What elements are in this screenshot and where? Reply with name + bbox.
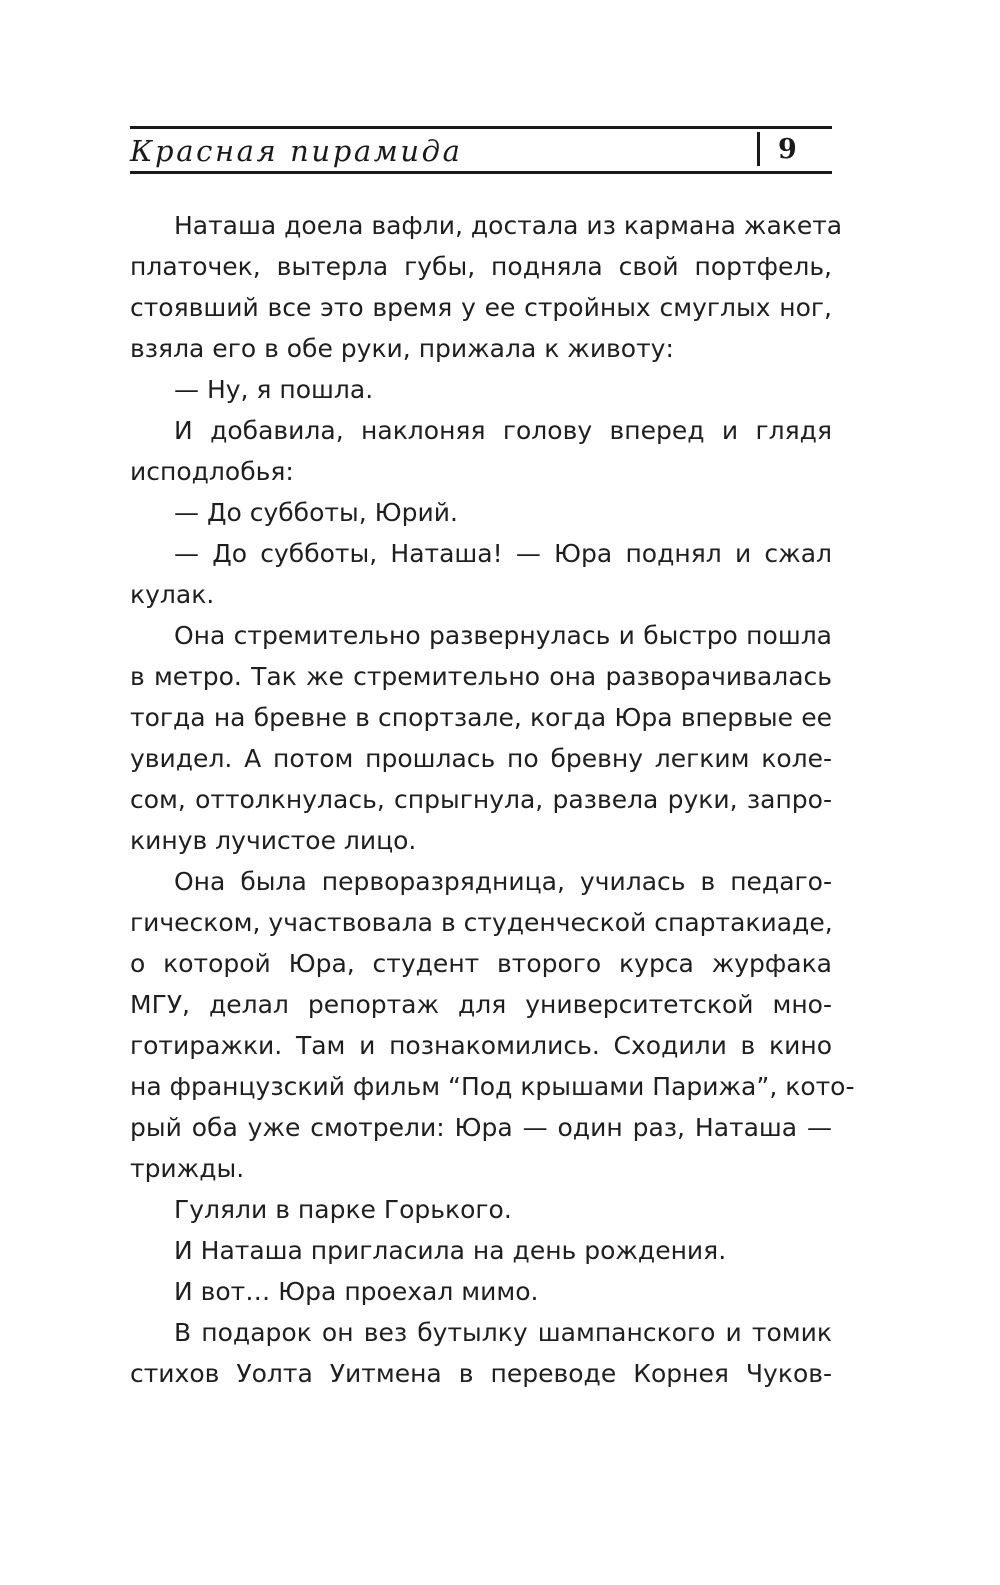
text-line: на французский фильм “Под крышами Парижа”, кото- [130,1072,855,1101]
text-line: — До субботы, Юрий. [174,498,458,527]
running-header [130,126,832,174]
text-line: Гуляли в парке Горького. [174,1195,512,1224]
text-line: — До субботы, Наташа! — Юра поднял и сжал [174,539,832,568]
text-line: увидел. А потом прошлась по бревну легким коле- [130,744,832,773]
text-line: трижды. [130,1154,245,1183]
text-line: о которой Юра, студент второго курса журфака [130,949,832,978]
body-text [130,205,855,1394]
text-line: гическом, участвовала в студенческой спартакиаде, [130,908,833,937]
text-line: — Ну, я пошла. [174,375,374,404]
text-line: рый оба уже смотрели: Юра — один раз, Наташа — [130,1113,832,1142]
text-line: готиражки. Там и познакомились. Сходили в кино [130,1031,832,1060]
text-line: кулак. [130,580,215,609]
text-line: И вот… Юра проехал мимо. [174,1277,539,1306]
text-line: В подарок он вез бутылку шампанского и томик [174,1318,832,1347]
text-line: Она была перворазрядница, училась в педаго- [174,867,832,896]
text-line: И Наташа пригласила на день рождения. [174,1236,727,1265]
text-line: в метро. Так же стремительно она разворачивалась [130,662,832,691]
text-line: стихов Уолта Уитмена в переводе Корнея Чуков- [130,1359,832,1388]
text-line: МГУ, делал репортаж для университетской мно- [130,990,832,1019]
text-line: И добавила, наклоняя голову вперед и глядя [174,416,832,445]
text-line: кинув лучистое лицо. [130,826,417,855]
text-line: сом, оттолкнулась, спрыгнула, развела руки, запро- [130,785,832,814]
header-divider [757,132,760,166]
text-line: взяла его в обе руки, прижала к животу: [130,334,674,363]
text-line: Она стремительно развернулась и быстро пошла [174,621,832,650]
text-line: исподлобья: [130,457,294,486]
text-line: платочек, вытерла губы, подняла свой портфель, [130,252,832,281]
page-number: 9 [778,134,797,165]
text-line: Наташа доела вафли, достала из кармана жакета [174,211,843,240]
header-title: Красная пирамида [130,134,463,168]
text-line: тогда на бревне в спортзале, когда Юра впервые ее [130,703,832,732]
text-line: стоявший все это время у ее стройных смуглых ног, [130,293,832,322]
